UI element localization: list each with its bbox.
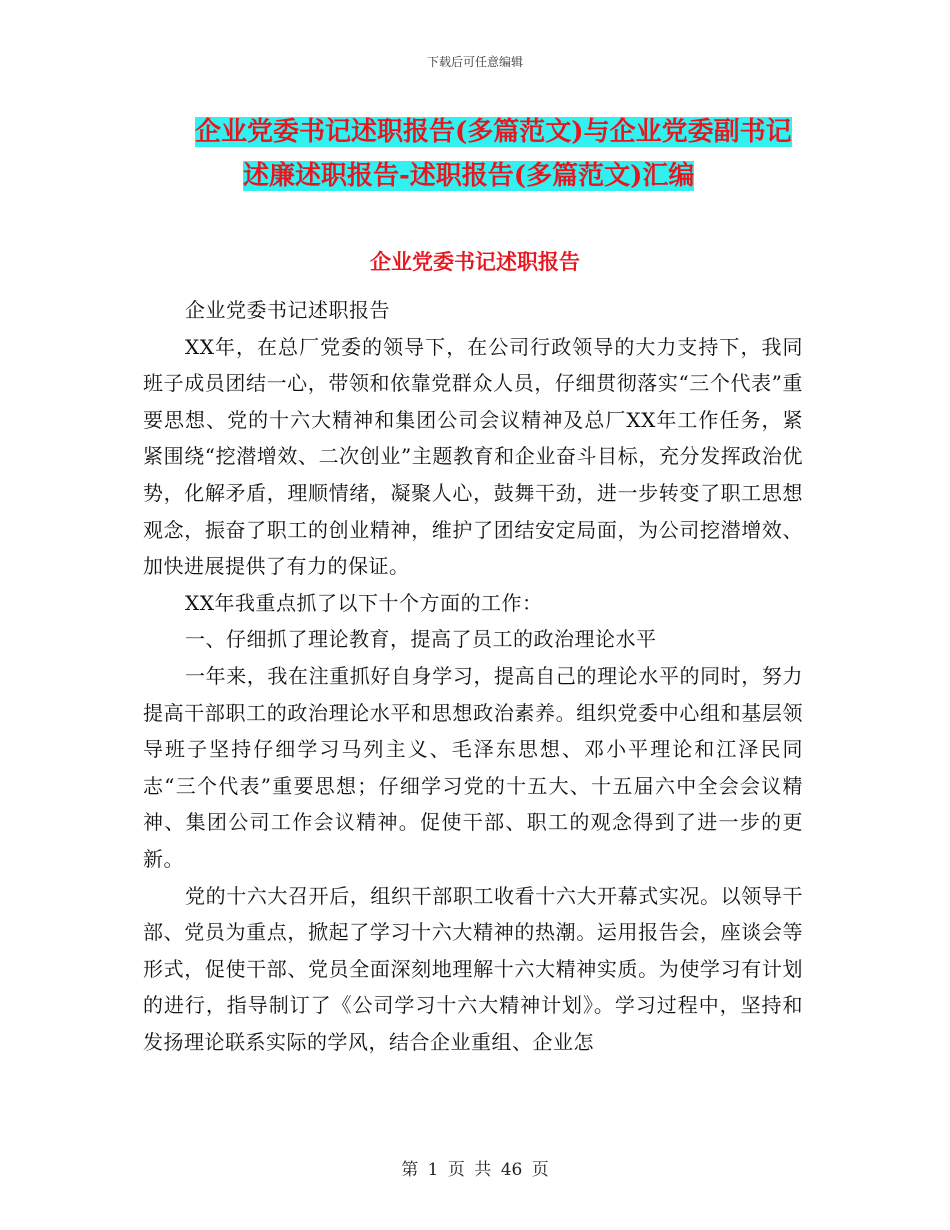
section-title: 企业党委书记述职报告 [370,249,580,274]
document-title-line-1: 企业党委书记述职报告(多篇范文)与企业党委副书记 [195,117,792,147]
paragraph: XX年，在总厂党委的领导下，在公司行政领导的大力支持下，我同班子成员团结一心，带领和依靠党群众人员，仔细贯彻落实“三个代表”重要思想、党的十六大精神和集团公司会议精神及总厂XX年工作任务，紧紧围绕“挖潜增效、二次创业”主题教育和企业奋斗目标，充分发挥政治优势，化解矛盾，理顺情绪，凝聚人心，鼓舞干劲，进一步转变了职工思想观念，振奋了职工的创业精神，维护了团结安定局面，为公司挖潜增效、加快进展提供了有力的保证。 [143,334,803,579]
body-text [143,292,803,1060]
paragraph: 一年来，我在注重抓好自身学习，提高自己的理论水平的同时，努力提高干部职工的政治理论水平和思想政治素养。组织党委中心组和基层领导班子坚持仔细学习马列主义、毛泽东思想、邓小平理论和江泽民同志“三个代表”重要思想；仔细学习党的十五大、十五届六中全会会议精神、集团公司工作会议精神。促使干部、职工的观念得到了进一步的更新。 [143,663,803,871]
paragraph: 企业党委书记述职报告 [185,298,390,322]
paragraph: XX年我重点抓了以下十个方面的工作： [185,590,543,615]
header-note: 下载后可任意编辑 [426,55,523,69]
document-title-line-2: 述廉述职报告-述职报告(多篇范文)汇编 [243,161,695,191]
paragraph: 党的十六大召开后，组织干部职工收看十六大开幕式实况。以领导干部、党员为重点，掀起了学习十六大精神的热潮。运用报告会，座谈会等形式，促使干部、党员全面深刻地理解十六大精神实质。为使学习有计划的进行，指导制订了《公司学习十六大精神计划》。学习过程中，坚持和发扬理论联系实际的学风，结合企业重组、企业怎 [143,883,803,1054]
page-footer: 第 1 页 共 46 页 [401,1160,549,1180]
paragraph: 一、仔细抓了理论教育，提高了员工的政治理论水平 [185,627,657,652]
